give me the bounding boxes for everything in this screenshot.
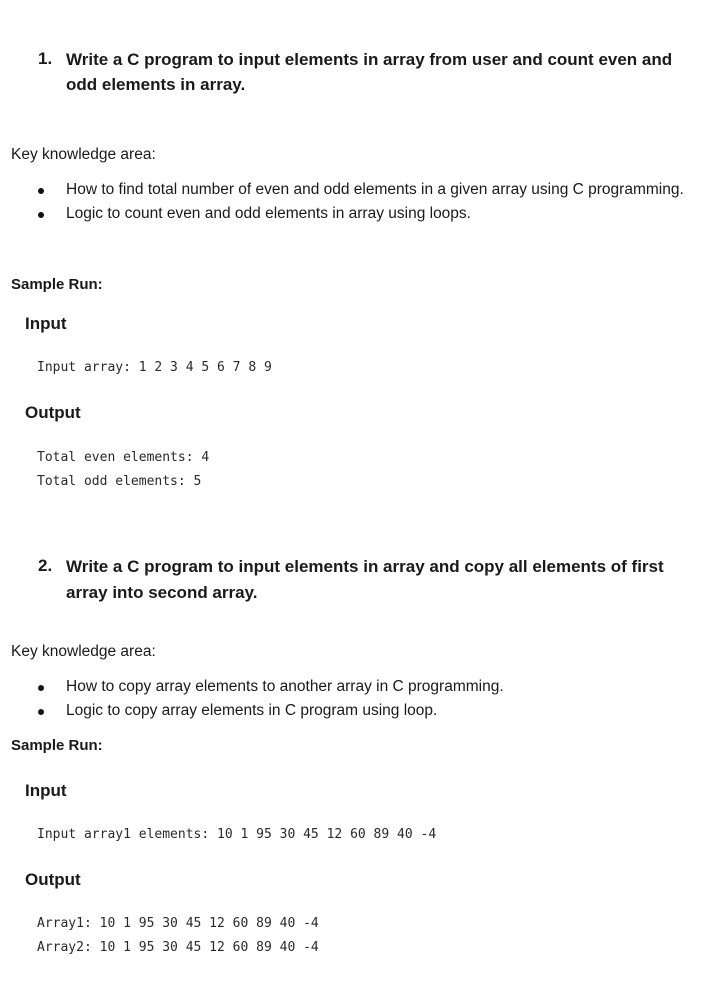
bullet-icon: [38, 212, 44, 218]
question-2-sample-run-heading: Sample Run:: [11, 737, 103, 754]
question-1-bullet-1: How to find total number of even and odd elements in a given array using C programming.: [66, 181, 684, 198]
question-1-title-line1: Write a C program to input elements in array from user and count even and: [66, 50, 673, 69]
question-2-key-knowledge-heading: Key knowledge area:: [11, 643, 156, 660]
question-2-output-line: Array1: 10 1 95 30 45 12 60 89 40 -4: [37, 916, 319, 931]
question-2-input-heading: Input: [25, 781, 67, 800]
question-2-title-line1: Write a C program to input elements in array and copy all elements of first: [66, 557, 664, 576]
question-1-output-heading: Output: [25, 403, 81, 422]
question-1-number: 1.: [38, 49, 53, 68]
question-1-output-line: Total even elements: 4: [37, 450, 210, 465]
question-1-bullet-2: Logic to count even and odd elements in array using loops.: [66, 205, 471, 222]
question-1-sample-run-heading: Sample Run:: [11, 276, 103, 293]
question-1-input-heading: Input: [25, 314, 67, 333]
question-2-output-heading: Output: [25, 870, 81, 889]
question-2-bullet-2: Logic to copy array elements in C program using loop.: [66, 702, 438, 719]
question-2-input-line: Input array1 elements: 10 1 95 30 45 12 60 89 40 -4: [37, 827, 437, 842]
question-2-bullet-1: How to copy array elements to another array in C programming.: [66, 678, 504, 695]
question-1-title-line2: odd elements in array.: [66, 75, 246, 94]
question-1-input-line: Input array: 1 2 3 4 5 6 7 8 9: [37, 360, 272, 375]
question-2-title-line2: array into second array.: [66, 583, 258, 602]
bullet-icon: [38, 709, 44, 715]
question-2-output-line: Array2: 10 1 95 30 45 12 60 89 40 -4: [37, 940, 319, 955]
bullet-icon: [38, 188, 44, 194]
question-1-key-knowledge-heading: Key knowledge area:: [11, 146, 156, 163]
question-1-output-line: Total odd elements: 5: [37, 474, 202, 489]
question-2-number: 2.: [38, 556, 53, 575]
bullet-icon: [38, 685, 44, 691]
